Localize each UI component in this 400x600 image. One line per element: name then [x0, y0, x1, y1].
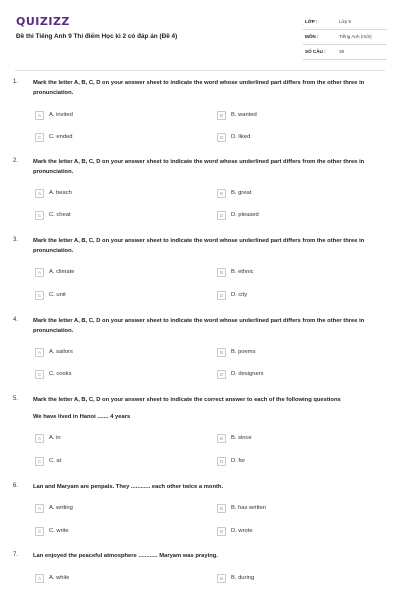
- option-letter-box: A: [35, 348, 44, 357]
- option-letter-box: D: [217, 211, 226, 220]
- option-c[interactable]: [35, 455, 61, 467]
- option-letter-box: A: [35, 111, 44, 120]
- option-text: B. wanted: [231, 112, 257, 118]
- option-text: A. in: [49, 435, 61, 441]
- option-text: B. during: [231, 575, 255, 581]
- option-d[interactable]: [217, 368, 264, 380]
- option-d[interactable]: [217, 289, 247, 301]
- option-text: C. write: [49, 528, 69, 534]
- meta-row-count: [303, 44, 387, 59]
- question-text: Mark the letter A, B, C, D on your answer sheet to indicate the word whose underlined part differs from the other three in pronunciation.: [33, 238, 365, 254]
- meta-label: LỚP :: [303, 14, 337, 29]
- option-letter-box: D: [217, 133, 226, 142]
- option-letter-box: D: [217, 527, 226, 536]
- option-a[interactable]: [35, 266, 74, 278]
- option-c[interactable]: [35, 525, 69, 537]
- option-letter-box: A: [35, 434, 44, 443]
- option-letter-box: A: [35, 189, 44, 198]
- option-a[interactable]: [35, 187, 72, 199]
- question-text: Lan enjoyed the peaceful atmosphere ............ Maryam was praying.: [33, 553, 218, 559]
- option-c[interactable]: [35, 209, 71, 221]
- option-letter-box: B: [217, 348, 226, 357]
- meta-value: Tiếng Anh (mới): [337, 29, 387, 44]
- question-number: 2.: [13, 158, 19, 164]
- option-letter-box: D: [217, 370, 226, 379]
- option-letter-box: B: [217, 268, 226, 277]
- option-c[interactable]: [35, 131, 73, 143]
- option-text: D. wrote: [231, 528, 253, 534]
- question-stem: We have lived in Hanoi ....... 4 years: [33, 414, 131, 420]
- option-letter-box: A: [35, 504, 44, 513]
- question-number: 6.: [13, 483, 19, 489]
- option-letter-box: C: [35, 133, 44, 142]
- option-letter-box: C: [35, 291, 44, 300]
- option-b[interactable]: [217, 572, 254, 584]
- option-d[interactable]: [217, 131, 250, 143]
- option-letter-box: C: [35, 370, 44, 379]
- option-letter-box: C: [35, 527, 44, 536]
- worksheet-title: Đề thi Tiếng Anh 9 Thí điểm Học kì 2 có đáp án (Đề 4): [16, 33, 178, 40]
- option-text: A. writing: [49, 505, 73, 511]
- option-text: D. designers: [231, 371, 264, 377]
- header-divider: [15, 70, 385, 71]
- option-text: D. liked: [231, 134, 251, 140]
- option-letter-box: D: [217, 291, 226, 300]
- option-b[interactable]: [217, 432, 252, 444]
- option-text: D. city: [231, 292, 248, 298]
- question-number: 3.: [13, 237, 19, 243]
- option-text: C. cooks: [49, 371, 72, 377]
- option-text: B. since: [231, 435, 252, 441]
- meta-value: Lớp 9: [337, 14, 387, 29]
- meta-label: SỐ CÂU :: [303, 44, 337, 59]
- option-a[interactable]: [35, 346, 73, 358]
- worksheet-header: [0, 0, 400, 70]
- option-text: C. unit: [49, 292, 66, 298]
- option-letter-box: A: [35, 574, 44, 583]
- option-b[interactable]: [217, 346, 256, 358]
- question-number: 7.: [13, 552, 19, 558]
- meta-row-subject: [303, 29, 387, 44]
- option-a[interactable]: [35, 502, 73, 514]
- meta-row-class: [303, 14, 387, 29]
- option-text: A. sailors: [49, 349, 73, 355]
- question-number: 1.: [13, 79, 19, 85]
- option-text: B. great: [231, 190, 252, 196]
- option-c[interactable]: [35, 368, 72, 380]
- option-a[interactable]: [35, 109, 73, 121]
- option-text: B. ethnic: [231, 269, 254, 275]
- option-b[interactable]: [217, 109, 257, 121]
- option-text: A. climate: [49, 269, 75, 275]
- question-text: Mark the letter A, B, C, D on your answer sheet to indicate the word whose underlined part differs from the other three in pronunciation.: [33, 159, 365, 175]
- question-number: 5.: [13, 396, 19, 402]
- option-b[interactable]: [217, 502, 266, 514]
- question-text: Mark the letter A, B, C, D on your answer sheet to indicate the word whose underlined part differs from the other three in pronunciation.: [33, 318, 365, 334]
- option-a[interactable]: [35, 572, 69, 584]
- option-b[interactable]: [217, 266, 254, 278]
- option-text: B. poems: [231, 349, 256, 355]
- meta-value: 39: [337, 44, 387, 59]
- meta-label: MÔN :: [303, 29, 337, 44]
- worksheet-meta-table: [303, 14, 387, 60]
- option-letter-box: B: [217, 111, 226, 120]
- quizizz-logo: QUIZIZZ: [16, 15, 70, 28]
- option-text: C. cheat: [49, 212, 71, 218]
- option-a[interactable]: [35, 432, 61, 444]
- option-letter-box: C: [35, 457, 44, 466]
- option-d[interactable]: [217, 455, 245, 467]
- option-text: A. while: [49, 575, 70, 581]
- question-number: 4.: [13, 317, 19, 323]
- option-text: A. invited: [49, 112, 73, 118]
- option-c[interactable]: [35, 289, 66, 301]
- question-text: Mark the letter A, B, C, D on your answer sheet to indicate the word whose underlined part differs from the other three in pronunciation.: [33, 80, 365, 96]
- question-text: Mark the letter A, B, C, D on your answer sheet to indicate the correct answer to each of the following questions: [33, 397, 341, 403]
- option-b[interactable]: [217, 187, 251, 199]
- option-letter-box: B: [217, 504, 226, 513]
- option-text: D. pleased: [231, 212, 259, 218]
- option-d[interactable]: [217, 209, 259, 221]
- option-letter-box: B: [217, 434, 226, 443]
- option-text: B. has written: [231, 505, 267, 511]
- option-text: C. at: [49, 458, 62, 464]
- option-letter-box: D: [217, 457, 226, 466]
- option-text: A. beach: [49, 190, 72, 196]
- question-text: Lan and Maryam are penpals. They ............ each other twice a month.: [33, 484, 224, 490]
- option-letter-box: A: [35, 268, 44, 277]
- option-letter-box: B: [217, 574, 226, 583]
- option-text: D. for: [231, 458, 246, 464]
- option-letter-box: B: [217, 189, 226, 198]
- option-text: C. ended: [49, 134, 73, 140]
- option-d[interactable]: [217, 525, 253, 537]
- option-letter-box: C: [35, 211, 44, 220]
